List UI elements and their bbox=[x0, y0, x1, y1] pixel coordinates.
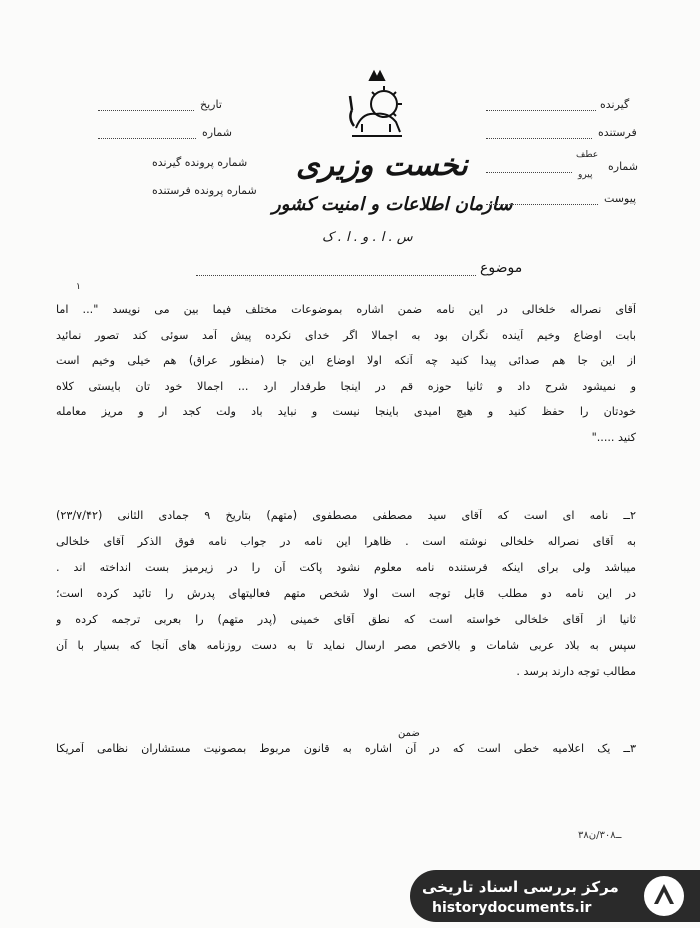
body-line: مطالب توجه دارند برسد . bbox=[516, 665, 636, 678]
watermark bbox=[400, 860, 700, 928]
reference-sub-top: عطف bbox=[576, 150, 599, 160]
attachment-line bbox=[486, 204, 598, 205]
reference-line bbox=[486, 172, 572, 173]
lion-and-sun-emblem bbox=[342, 66, 412, 146]
body-line: بابت اوضاع وخیم آینده نگران بود به اجمالا اگر خدای نکرده پیش آمد سوئی کند تصور نمائید bbox=[56, 329, 636, 342]
reference-sub-bottom: پیرو bbox=[578, 170, 593, 180]
recipient-label: گیرنده bbox=[600, 98, 630, 111]
body-line: به آقای نصراله خلخالی نوشته است . ظاهرا این نامه در جواب نامه فوق الذکر آقای خلخالی bbox=[56, 535, 636, 548]
receiver-file-number-label: شماره پرونده گیرنده bbox=[152, 156, 248, 169]
body-line: و نمیشود شرح داد و ثانیا حوزه قم در اینجا طرفدار ارد ... اجمالا خود تان بایستی کلاه bbox=[56, 380, 636, 393]
subject-line bbox=[196, 275, 476, 276]
paragraph-mark: ۱ bbox=[76, 282, 81, 292]
attachment-label: پیوست bbox=[604, 192, 637, 205]
number-label: شماره bbox=[202, 126, 233, 139]
watermark-url: historydocuments.ir bbox=[432, 900, 592, 916]
org-name: نخست وزیری bbox=[296, 148, 468, 183]
date-label: تاریخ bbox=[200, 98, 222, 111]
body-line: میباشد ولی برای اینکه فرستنده نامه معلوم نشود پاکت آن را در زیرمیز بست انداخته اند . bbox=[56, 561, 636, 574]
document-code: ۳۸ــ۳۰۸/ن bbox=[578, 830, 622, 841]
body-line: سپس به بلاد عربی شامات و بالاخص مصر ارسال نماید تا به دست روزنامه های آنجا که بسیار با آن bbox=[56, 639, 636, 652]
sender-label: فرستنده bbox=[598, 126, 637, 139]
body-line: خودتان را حفظ کنید و هیچ امیدی باینجا نیست و نباید باد ولت کجد ار و مریز معامله bbox=[56, 405, 636, 418]
number-line bbox=[98, 138, 196, 139]
watermark-title: مرکز بررسی اسناد تاریخی bbox=[422, 878, 619, 896]
body-line: در این نامه دو مطلب قابل توجه است اولا شخص متهم فعالیتهای پدرش را تائید کرده است؛ bbox=[56, 587, 636, 600]
body-line: ۲ــ نامه ای است که آقای سید مصطفی مصطفوی (متهم) بتاریخ ۹ جمادی الثانی (۲۳/۷/۴۲) bbox=[56, 509, 636, 522]
reference-number-label: شماره bbox=[608, 160, 639, 173]
org-subtitle: سازمان اطلاعات و امنیت کشور bbox=[272, 194, 513, 215]
sender-line bbox=[486, 138, 592, 139]
body-line: ۳ــ یک اعلامیه خطی است که در آن اشاره به قانون مربوط بمصونیت مستشاران نظامی آمریکا bbox=[56, 742, 636, 755]
body-line: ثانیا از آقای خلخالی خواسته است که نطق آقای خمینی (پدر متهم) را بعربی ترجمه کرده و bbox=[56, 613, 636, 626]
body-line: آقای نصراله خلخالی در این نامه ضمن اشاره بموضوعات مختلف فیما بین می نویسد "... اما bbox=[56, 303, 636, 316]
subject-label: موضوع bbox=[480, 260, 523, 276]
reference-code: س . ا . و . ا . ک bbox=[322, 230, 413, 245]
recipient-line bbox=[486, 110, 596, 111]
archive-logo-icon bbox=[642, 874, 686, 918]
watermark-band bbox=[410, 870, 700, 922]
body-line: از این جا هم صدائی پیدا کنید چه آنکه اولا اوضاع این جا (منظور عراق) هم خیلی وخیم است bbox=[56, 354, 636, 367]
interlinear-note: ضمن bbox=[398, 728, 420, 739]
date-line bbox=[98, 110, 194, 111]
body-line: کنید ....." bbox=[591, 431, 636, 444]
sender-file-number-label: شماره پرونده فرستنده bbox=[152, 184, 257, 197]
